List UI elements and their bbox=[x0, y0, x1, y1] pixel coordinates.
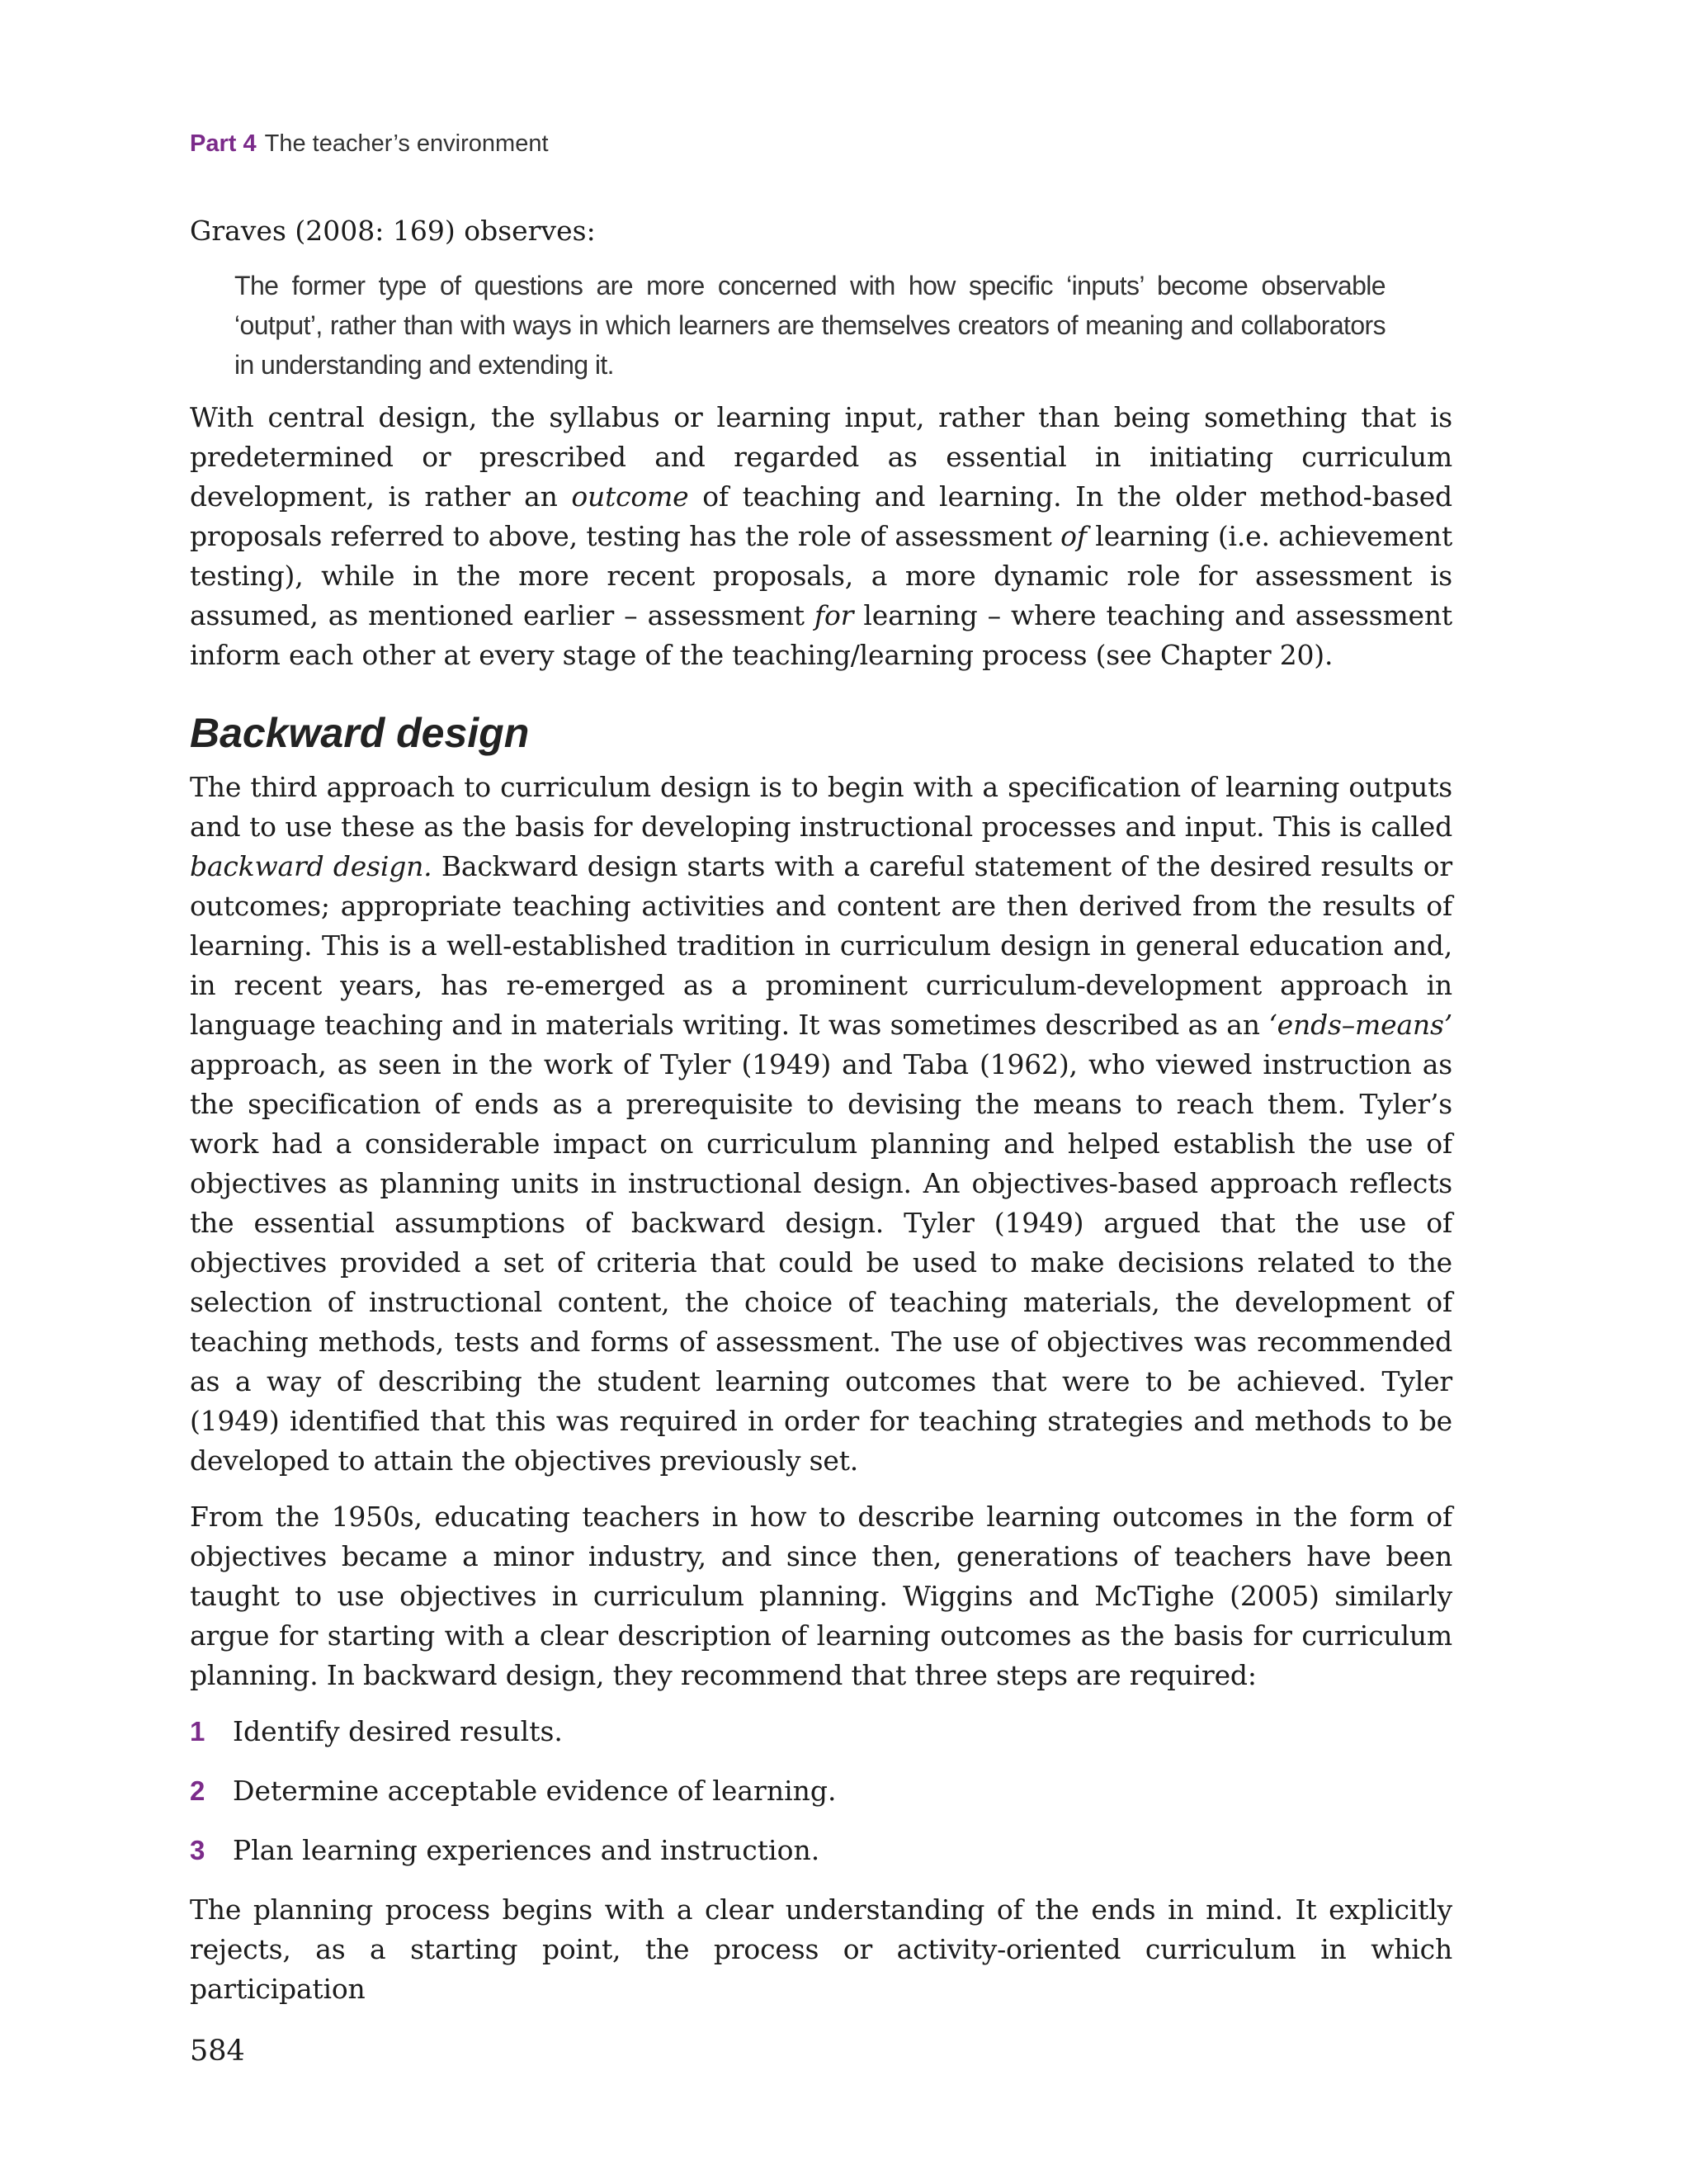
block-quote: The former type of questions are more concerned with how specific ‘inputs’ become observable ‘output’, rather than with ways in which learners are themselves creators of meaning and collaborators in understanding and extending it. bbox=[234, 271, 1386, 380]
text-run: learning – where teaching and assessment inform each other at every stage of the teaching/learning process (see Chapter 20). bbox=[190, 599, 1452, 671]
list-item bbox=[190, 1831, 1452, 1870]
paragraph-planning-process: The planning process begins with a clear understanding of the ends in mind. It explicitly rejects, as a starting point, the process or activity-oriented curriculum in which participation bbox=[190, 1893, 1452, 2005]
step-number: 1 bbox=[190, 1716, 205, 1747]
step-text: Determine acceptable evidence of learning. bbox=[233, 1775, 837, 1807]
emphasis-of: of bbox=[1060, 520, 1087, 552]
page-body bbox=[190, 211, 1452, 2026]
page-number: 584 bbox=[190, 2035, 245, 2068]
part-title: The teacher’s environment bbox=[264, 130, 549, 157]
text-run: of teaching and learning. In the older method-based proposals referred to above, testing has the role of assessment bbox=[190, 480, 1452, 552]
list-item bbox=[190, 1712, 1452, 1751]
section-heading: Backward design bbox=[190, 710, 530, 756]
steps-list bbox=[190, 1712, 1452, 1870]
step-text: Identify desired results. bbox=[233, 1715, 563, 1747]
quote-intro: Graves (2008: 169) observes: bbox=[190, 215, 596, 247]
step-text: Plan learning experiences and instruction. bbox=[233, 1834, 820, 1866]
paragraph-central-design bbox=[190, 398, 1452, 675]
text-run: The third approach to curriculum design is to begin with a specification of learning outputs and to use these as the basis for developing instructional processes and input. This is called bbox=[190, 771, 1452, 843]
text-run: learning (i.e. achievement testing), while in the more recent proposals, a more dynamic role for assessment is assumed, as mentioned earlier – assessment bbox=[190, 520, 1453, 631]
text-run: approach, as seen in the work of Tyler (1949) and Taba (1962), who viewed instruction as the specification of ends as a prerequisite to devising the means to reach them. Tyler’s work had a considerable impact on curriculum planning and helped establish the use of objectives as planning units in instructional design. An objectives-based approach reflects the essential assumptions of backward design. Tyler (1949) argued that the use of objectives provided a set of criteria that could be used to make decisions related to the selection of instructional content, the choice of teaching materials, the development of teaching methods, tests and forms of assessment. The use of objectives was recommended as a way of describing the student learning outcomes that were to be achieved. Tyler (1949) identified that this was required in order for teaching strategies and methods to be developed to attain the objectives previously set. bbox=[190, 1048, 1452, 1477]
text-run: Backward design starts with a careful statement of the desired results or outcomes; appropriate teaching activities and content are then derived from the results of learning. This is a well-established tradition in curriculum design in general education and, in recent years, has re-emerged as a prominent curriculum-development approach in language teaching and in materials writing. It was sometimes described as an bbox=[190, 850, 1452, 1041]
part-label: Part 4 bbox=[190, 130, 257, 157]
paragraph-objectives: From the 1950s, educating teachers in how to describe learning outcomes in the form of objectives became a minor industry, and since then, generations of teachers have been taught to use objectives in curriculum planning. Wiggins and McTighe (2005) similarly argue for starting with a clear description of learning outcomes as the basis for curriculum planning. In backward design, they recommend that three steps are required: bbox=[190, 1501, 1452, 1691]
step-number: 3 bbox=[190, 1835, 205, 1865]
list-item bbox=[190, 1771, 1452, 1811]
emphasis-ends-means: ‘ends–means’ bbox=[1268, 1009, 1452, 1041]
emphasis-for: for bbox=[814, 599, 854, 631]
text-run: With central design, the syllabus or learning input, rather than being something that is predetermined or prescribed and regarded as essential in initiating curriculum development, is rather an bbox=[190, 401, 1452, 513]
running-header bbox=[190, 130, 549, 158]
emphasis-outcome: outcome bbox=[571, 480, 689, 513]
paragraph-backward-design bbox=[190, 768, 1452, 1481]
step-number: 2 bbox=[190, 1775, 205, 1806]
emphasis-backward-design: backward design. bbox=[190, 850, 432, 882]
